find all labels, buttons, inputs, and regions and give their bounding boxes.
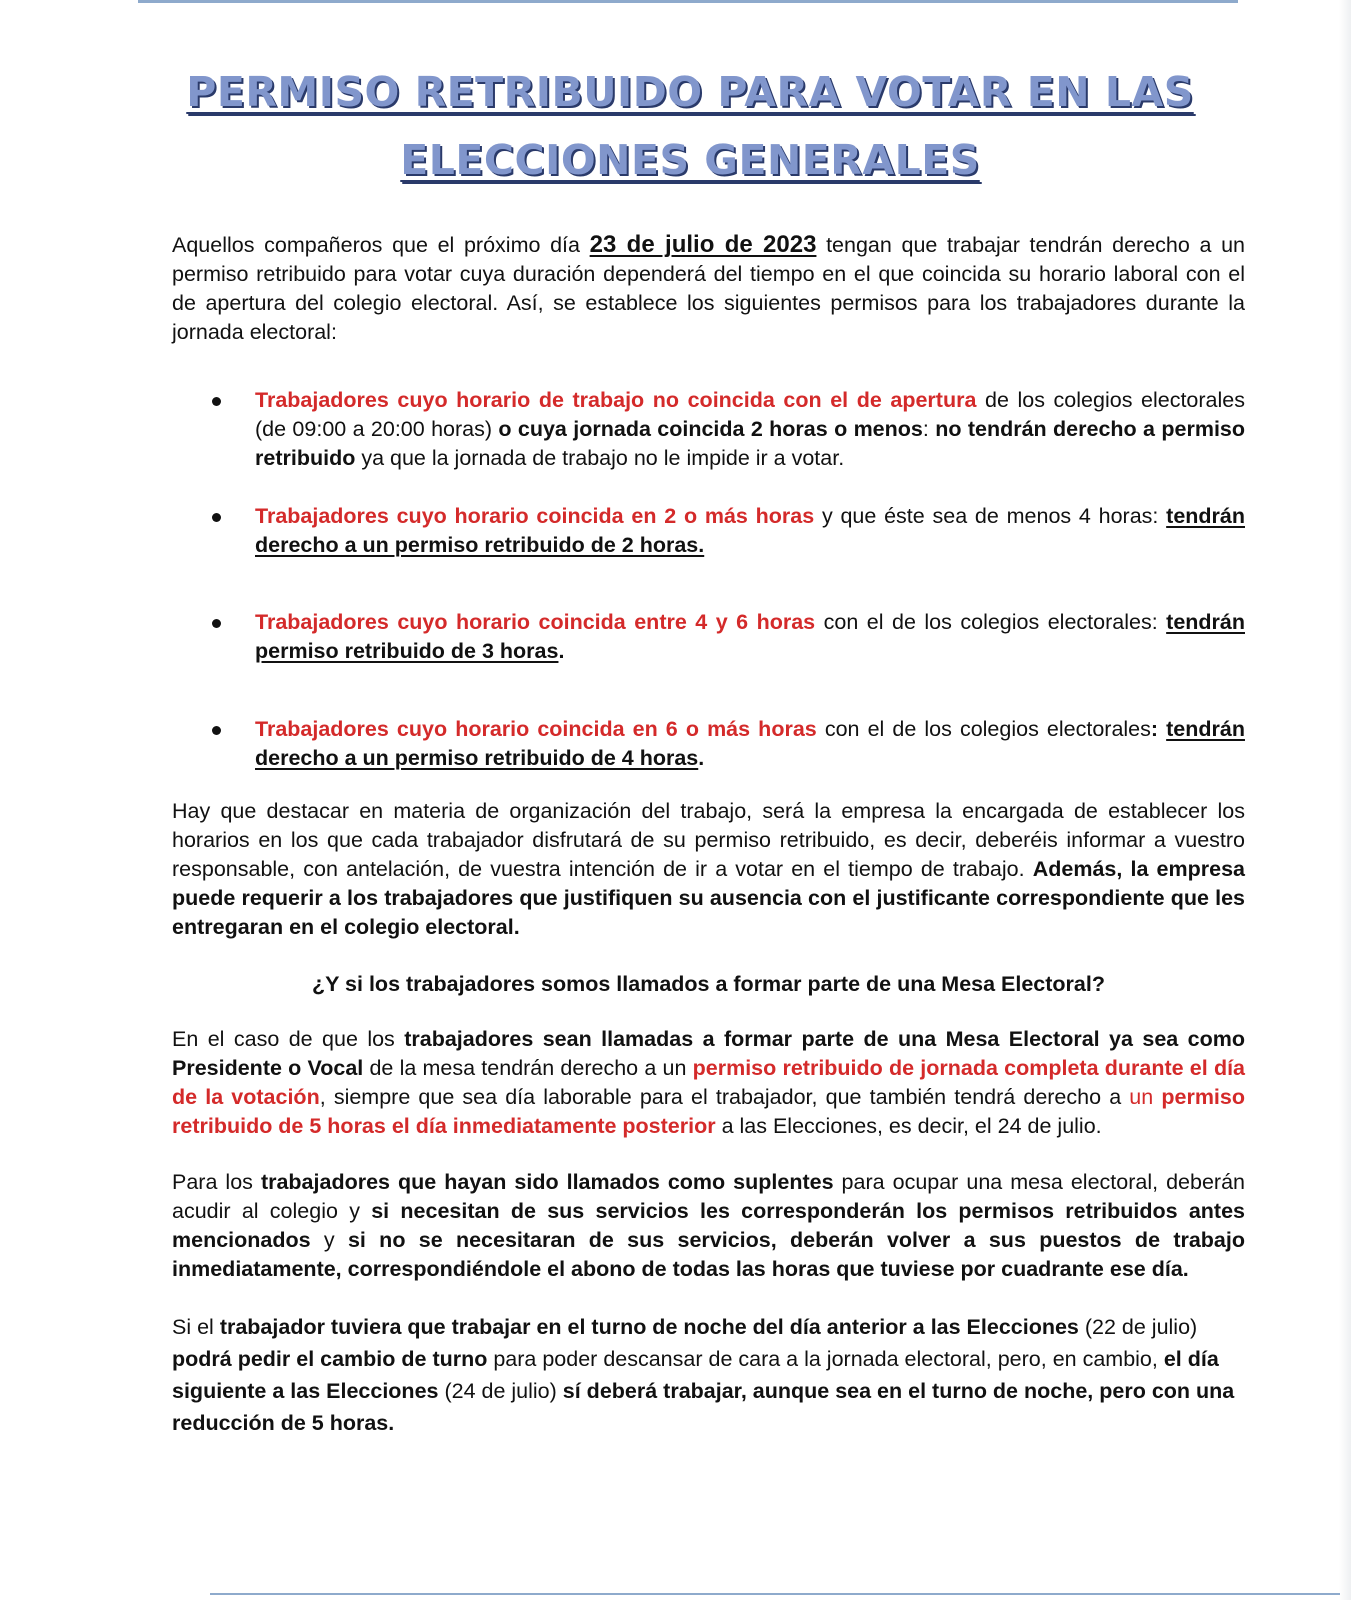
page-title <box>130 58 1250 194</box>
bullet-text: . <box>698 746 705 770</box>
bullet-text: : <box>922 417 936 441</box>
list-item <box>172 502 1245 560</box>
mesa-question-heading: ¿Y si los trabajadores somos llamados a formar parte de una Mesa Electoral? <box>312 972 1105 996</box>
title-line-1: PERMISO RETRIBUIDO PARA VOTAR EN LAS <box>186 68 1194 116</box>
noche-paragraph <box>172 1311 1245 1439</box>
suplentes-text: para ocupar una mesa electoral, deberán acudir al colegio y <box>172 1170 1245 1223</box>
bullet-red-text: Trabajadores cuyo horario de trabajo no coincida con el de apertura <box>255 388 977 412</box>
mesa-text: En el caso de que los <box>172 1027 405 1051</box>
bullet-text: . <box>558 639 565 663</box>
document-body <box>172 230 1245 1439</box>
noche-text: (24 de julio) <box>438 1379 563 1403</box>
suplentes-bold-text: trabajadores que hayan sido llamados como suplentes <box>260 1170 834 1194</box>
organization-paragraph <box>172 797 1245 942</box>
intro-text: Aquellos compañeros que el próximo día <box>172 233 590 257</box>
noche-bold-text: sí deberá trabajar, aunque sea en el turno de noche, pero con una reducción de 5 horas. <box>172 1379 1235 1435</box>
bullet-icon <box>212 397 221 406</box>
bullet-red-text: Trabajadores cuyo horario coincida entre 4 y 6 horas <box>255 610 816 634</box>
noche-bold-text: el día siguiente a las Elecciones <box>172 1347 1219 1403</box>
bullet-text: de los colegios electorales (de 09:00 a 20:00 horas) <box>255 388 1245 441</box>
bottom-rule <box>210 1593 1340 1595</box>
organization-text: Hay que destacar en materia de organización del trabajo, será la empresa la encargada de establecer los horarios en los que cada trabajador disfrutará de su permiso retribuido, es decir, deberéis informar a vuestro responsable, con antelación, de vuestra intención de ir a votar en el tiempo de trabajo. <box>172 799 1245 881</box>
list-item <box>172 608 1245 666</box>
bullet-red-text: Trabajadores cuyo horario coincida en 6 o más horas <box>255 717 817 741</box>
mesa-paragraph <box>172 1025 1245 1141</box>
bullet-bold-text: no tendrán derecho a permiso retribuido <box>255 417 1246 470</box>
election-date: 23 de julio de 2023 <box>589 231 817 258</box>
suplentes-bold-text: si necesitan de sus servicios les corresponderán los permisos retribuidos antes mencionados <box>172 1199 1245 1252</box>
bullet-text: con el de los colegios electorales <box>816 717 1151 741</box>
mesa-bold-text: trabajadores sean llamadas a formar parte de una Mesa Electoral ya sea como Presidente o Vocal <box>172 1027 1246 1080</box>
noche-text: (22 de julio) <box>1078 1315 1198 1339</box>
mesa-red-plain-text: un <box>1129 1085 1154 1109</box>
bullet-red-text: Trabajadores cuyo horario coincida en 2 o más horas <box>255 504 815 528</box>
mesa-text: de la mesa tendrán derecho a un <box>363 1056 693 1080</box>
suplentes-paragraph <box>172 1168 1245 1284</box>
permits-list <box>172 386 1245 773</box>
intro-paragraph <box>172 230 1245 347</box>
bullet-bold-text: : <box>1150 717 1167 741</box>
bullet-underlined-text: tendrán permiso retribuido de 3 horas <box>255 610 1245 663</box>
top-rule <box>138 0 1238 3</box>
list-item <box>172 386 1245 473</box>
mesa-red-text: permiso retribuido de 5 horas el día inmediatamente posterior <box>172 1085 1245 1138</box>
list-item <box>172 715 1245 773</box>
noche-text: Si el <box>172 1315 220 1339</box>
title-line-2: ELECCIONES GENERALES <box>400 136 980 184</box>
mesa-red-text: permiso retribuido de jornada completa durante el día de la votación <box>172 1056 1246 1109</box>
bullet-bold-text: o cuya jornada coincida 2 horas o menos <box>498 417 923 441</box>
bullet-icon <box>212 726 221 735</box>
suplentes-text: Para los <box>172 1170 261 1194</box>
noche-bold-text: podrá pedir el cambio de turno <box>172 1347 488 1371</box>
page-edge-shade <box>1339 0 1351 1600</box>
suplentes-bold-text: si no se necesitaran de sus servicios, deberán volver a sus puestos de trabajo inmediatamente, correspondiéndole el abono de todas las horas que tuviese por cuadrante ese día. <box>172 1228 1246 1281</box>
bullet-underlined-text: tendrán derecho a un permiso retribuido de 4 horas <box>255 717 1245 770</box>
bullet-text: con el de los colegios electorales: <box>815 610 1167 634</box>
intro-text-continued: tengan que trabajar tendrán derecho a un permiso retribuido para votar cuya duración dependerá del tiempo en el que coincida su horario laboral con el de apertura del colegio electoral. Así, se establece los siguientes permisos para los trabajadores durante la jornada electoral: <box>172 233 1245 344</box>
bullet-icon <box>212 513 221 522</box>
bullet-underlined-text: tendrán derecho a un permiso retribuido de 2 horas. <box>255 504 1245 557</box>
noche-bold-text: trabajador tuviera que trabajar en el turno de noche del día anterior a las Elecciones <box>219 1315 1079 1339</box>
suplentes-text: y <box>310 1228 348 1252</box>
noche-text: para poder descansar de cara a la jornada electoral, pero, en cambio, <box>487 1347 1164 1371</box>
bullet-icon <box>212 619 221 628</box>
bullet-text: ya que la jornada de trabajo no le impide ir a votar. <box>355 446 845 470</box>
bullet-text: y que éste sea de menos 4 horas: <box>814 504 1167 528</box>
mesa-text: a las Elecciones, es decir, el 24 de julio. <box>715 1114 1102 1138</box>
mesa-text: , siempre que sea día laborable para el trabajador, que también tendrá derecho a <box>319 1085 1130 1109</box>
organization-bold-text: Además, la empresa puede requerir a los trabajadores que justifiquen su ausencia con el justificante correspondiente que les entregaran en el colegio electoral. <box>172 857 1245 939</box>
